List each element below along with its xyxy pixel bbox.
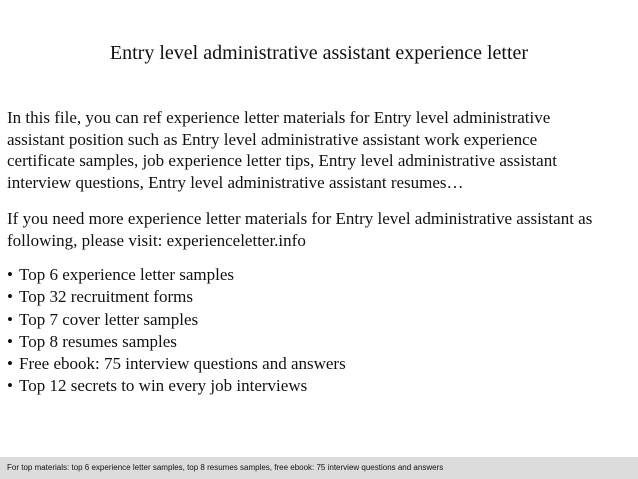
more-info-line: following, please visit: experienceletter.info: [7, 230, 306, 250]
list-item-label: Top 12 secrets to win every job interviews: [19, 376, 308, 396]
bullet-icon: •: [7, 376, 13, 396]
list-item: [7, 264, 346, 286]
footer-bar: For top materials: top 6 experience letter samples, top 8 resumes samples, free ebook: 75 interview questions and answers: [0, 457, 638, 479]
bullet-icon: •: [7, 309, 13, 329]
bullet-list: [7, 264, 346, 398]
intro-line: interview questions, Entry level administrative assistant resumes…: [7, 172, 464, 192]
list-item: [7, 375, 346, 397]
bullet-icon: •: [7, 331, 13, 351]
list-item-label: Top 8 resumes samples: [19, 331, 177, 351]
bullet-icon: •: [7, 265, 13, 284]
intro-line: certificate samples, job experience letter tips, Entry level administrative assistant: [7, 151, 557, 170]
list-item-label: Top 7 cover letter samples: [19, 309, 199, 329]
more-info-line: If you need more experience letter materials for Entry level administrative assistant as: [7, 209, 593, 228]
list-item-label: Top 6 experience letter samples: [19, 265, 234, 284]
page-title: Entry level administrative assistant experience letter: [109, 42, 529, 64]
list-item: [7, 353, 346, 375]
bullet-icon: •: [7, 287, 13, 307]
intro-line: assistant position such as Entry level administrative assistant work experience: [7, 129, 538, 149]
list-item: [7, 331, 346, 353]
list-item: [7, 286, 346, 308]
list-item-label: Free ebook: 75 interview questions and answers: [19, 354, 346, 374]
list-item: [7, 309, 346, 331]
intro-line: In this file, you can ref experience letter materials for Entry level administrative: [7, 108, 551, 127]
bullet-icon: •: [7, 354, 13, 374]
more-info-paragraph: [7, 208, 633, 251]
list-item-label: Top 32 recruitment forms: [19, 287, 193, 307]
intro-paragraph: [7, 107, 633, 193]
